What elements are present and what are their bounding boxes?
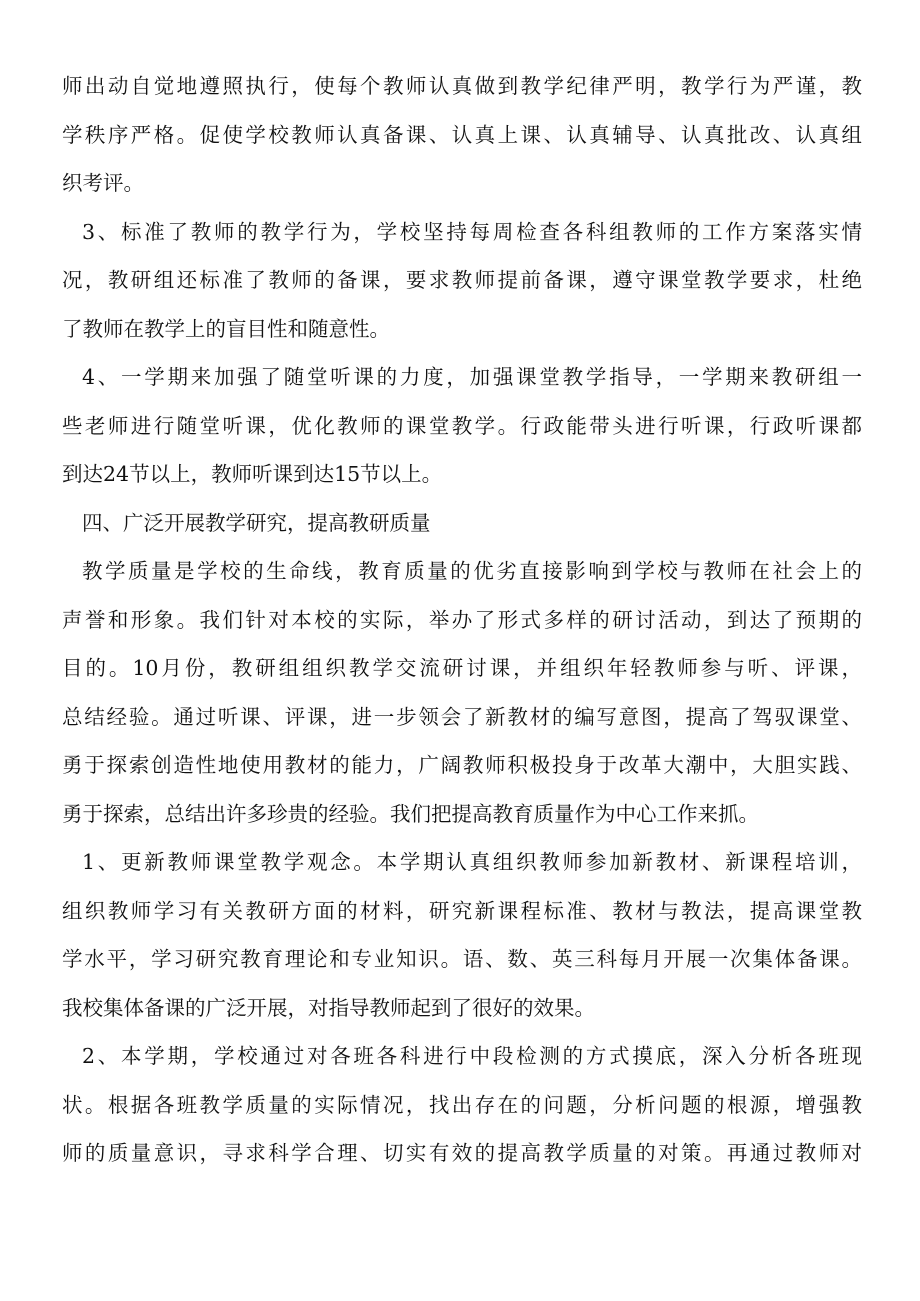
text-line: 状。根据各班教学质量的实际情况，找出存在的问题，分析问题的根源，增强教 — [62, 1092, 862, 1117]
text-line: 声誉和形象。我们针对本校的实际，举办了形式多样的研讨活动，到达了预期的 — [62, 607, 862, 632]
text-line: 总结经验。通过听课、评课，进一步领会了新教材的编写意图，提高了驾驭课堂、 — [62, 704, 862, 729]
section-heading: 四、广泛开展教学研究，提高教研质量 — [82, 510, 431, 535]
text-line: 我校集体备课的广泛开展，对指导教师起到了很好的效果。 — [62, 995, 595, 1020]
paragraph-6 — [62, 838, 862, 1032]
text-line: 1、更新教师课堂教学观念。本学期认真组织教师参加新教材、新课程培训， — [82, 850, 862, 874]
text-line: 教学质量是学校的生命线，教育质量的优劣直接影响到学校与教师在社会上的 — [82, 559, 862, 583]
text-line: 3、标准了教师的教学行为，学校坚持每周检查各科组教师的工作方案落实情 — [82, 219, 862, 244]
text-line: 师的质量意识，寻求科学合理、切实有效的提高教学质量的对策。再通过教师对 — [62, 1141, 862, 1165]
paragraph-1 — [62, 62, 862, 208]
paragraph-7 — [62, 1032, 862, 1178]
text-line: 目的。10月份，教研组组织教学交流研讨课，并组织年轻教师参与听、评课， — [62, 656, 862, 680]
text-line: 学秩序严格。促使学校教师认真备课、认真上课、认真辅导、认真批改、认真组 — [62, 122, 862, 147]
section-heading-4 — [62, 499, 862, 548]
text-line: 织考评。 — [62, 171, 144, 195]
text-line: 2、本学期，学校通过对各班各科进行中段检测的方式摸底，深入分析各班现 — [82, 1044, 862, 1068]
text-line: 学水平，学习研究教育理论和专业知识。语、数、英三科每月开展一次集体备课。 — [62, 947, 862, 971]
text-line: 了教师在教学上的盲目性和随意性。 — [62, 316, 390, 341]
paragraph-5 — [62, 547, 862, 838]
document-page — [62, 62, 862, 1178]
text-line: 况，教研组还标准了教师的备课，要求教师提前备课，遵守课堂教学要求，杜绝 — [62, 268, 862, 292]
text-line: 组织教师学习有关教研方面的材料，研究新课程标准、教材与教法，提高课堂教 — [62, 898, 862, 923]
text-line: 些老师进行随堂听课，优化教师的课堂教学。行政能带头进行听课，行政听课都 — [62, 413, 862, 438]
paragraph-3 — [62, 353, 862, 499]
text-line: 勇于探索，总结出许多珍贵的经验。我们把提高教育质量作为中心工作来抓。 — [62, 801, 759, 826]
text-line: 师出动自觉地遵照执行，使每个教师认真做到教学纪律严明，教学行为严谨，教 — [62, 74, 862, 98]
text-line: 勇于探索创造性地使用教材的能力，广阔教师积极投身于改革大潮中，大胆实践、 — [62, 753, 862, 777]
text-line: 4、一学期来加强了随堂听课的力度，加强课堂教学指导，一学期来教研组一 — [82, 365, 862, 389]
text-line: 到达24节以上，教师听课到达15节以上。 — [62, 462, 443, 486]
paragraph-2 — [62, 208, 862, 354]
